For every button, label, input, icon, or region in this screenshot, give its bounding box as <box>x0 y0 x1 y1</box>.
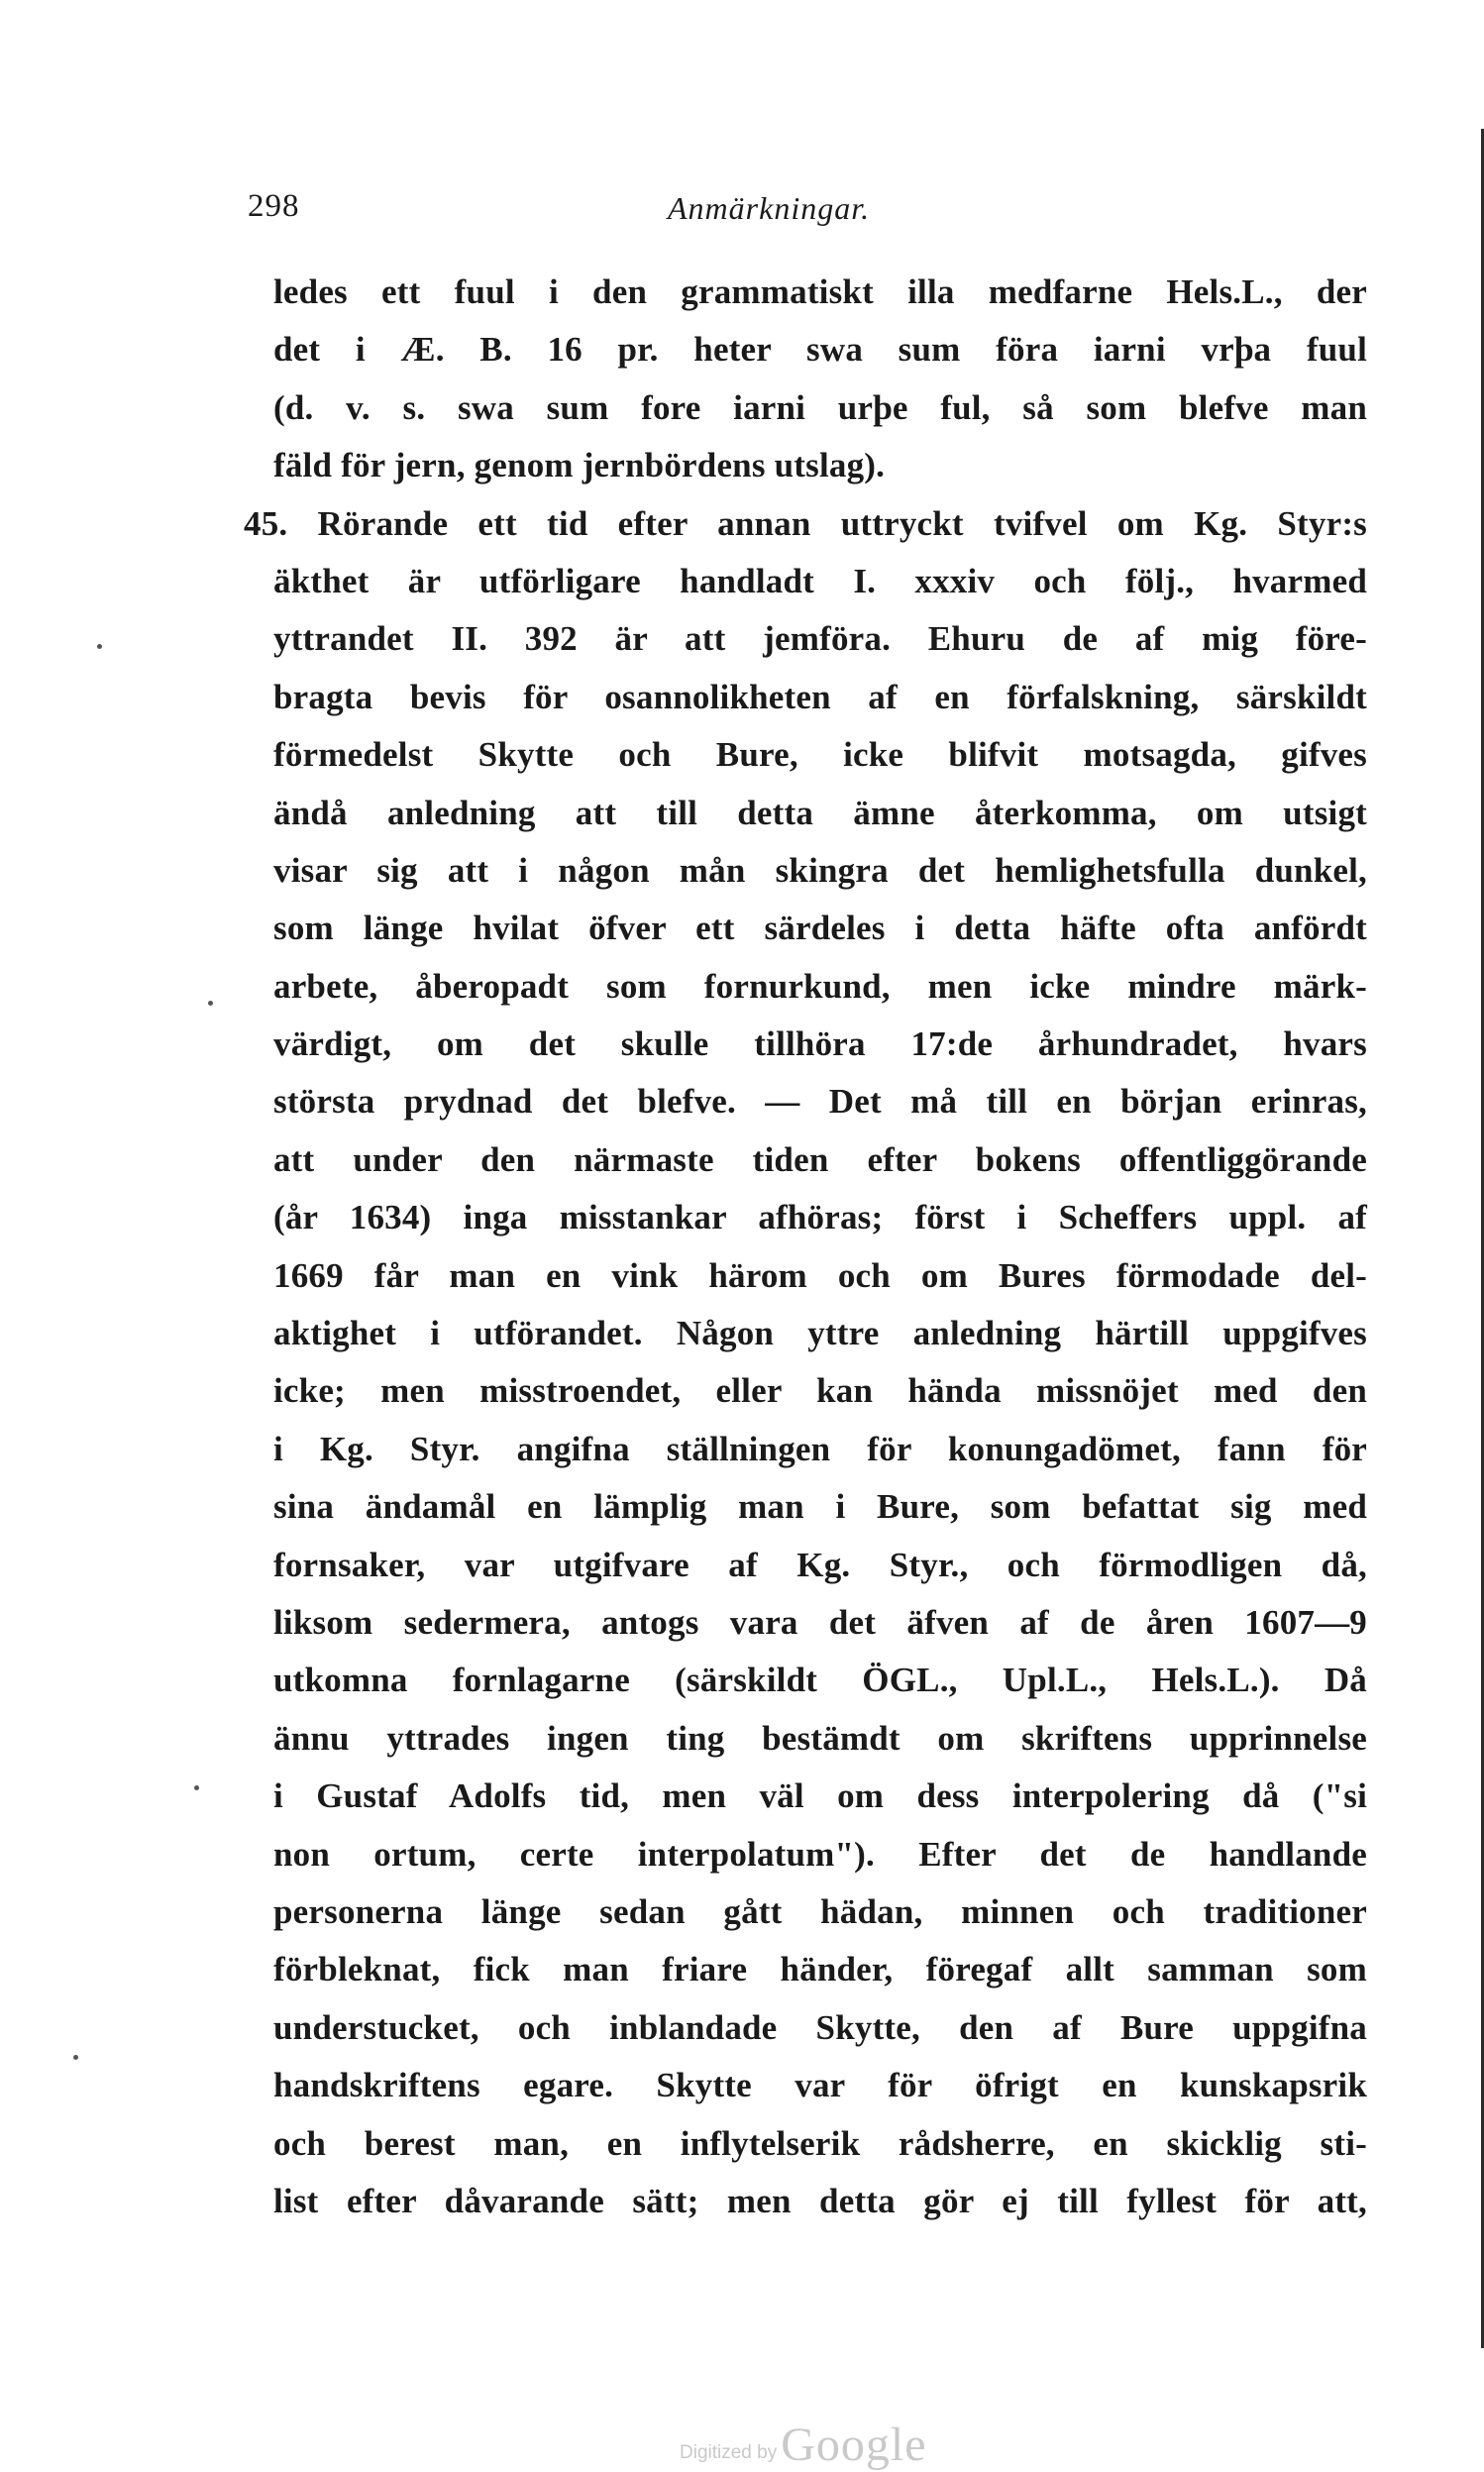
text-line: i Gustaf Adolfs tid, men väl om dess interpolering då ("si <box>273 1776 1367 1816</box>
text-line: och berest man, en inflytelserik rådsherre, en skicklig sti- <box>273 2123 1367 2163</box>
text-line: största prydnad det blefve. — Det må till en början erinras, <box>273 1082 1367 1122</box>
text-line: yttrandet II. 392 är att jemföra. Ehuru de af mig före- <box>273 619 1367 659</box>
google-wordmark: Google <box>781 2418 927 2471</box>
text-line: värdigt, om det skulle tillhöra 17:de århundradet, hvars <box>273 1024 1367 1064</box>
text-line: 45. Rörande ett tid efter annan uttryckt tvifvel om Kg. Styr:s <box>244 503 1367 543</box>
digitized-by-label: Digitized by <box>680 2442 778 2463</box>
text-line: icke; men misstroendet, eller kan hända missnöjet med den <box>273 1371 1367 1411</box>
text-line: visar sig att i någon mån skingra det hemlighetsfulla dunkel, <box>273 850 1367 890</box>
text-line: 1669 får man en vink härom och om Bures förmodade del- <box>273 1255 1367 1295</box>
text-line: som länge hvilat öfver ett särdeles i detta häfte ofta anfördt <box>273 909 1367 948</box>
text-line: (år 1634) inga misstankar afhöras; först i Scheffers uppl. af <box>273 1198 1367 1237</box>
text-line: ledes ett fuul i den grammatiskt illa medfarne Hels.L., der <box>273 272 1367 311</box>
scan-speck <box>194 1785 199 1790</box>
scan-speck <box>73 2055 78 2060</box>
text-line: att under den närmaste tiden efter bokens offentliggörande <box>273 1139 1367 1179</box>
body-text <box>244 264 1367 2230</box>
text-line: äkthet är utförligare handladt I. xxxiv och följ., hvarmed <box>273 561 1367 600</box>
digitized-by-google-watermark <box>680 2418 997 2471</box>
scan-speck <box>208 1001 213 1006</box>
text-line: fäld för jern, genom jernbördens utslag). <box>273 446 886 485</box>
running-head: Anmärkningar. <box>668 190 871 226</box>
text-line: utkomna fornlagarne (särskildt ÖGL., Upl.L., Hels.L.). Då <box>273 1661 1367 1700</box>
text-line: non ortum, certe interpolatum"). Efter det de handlande <box>273 1834 1367 1874</box>
scan-speck <box>97 644 102 649</box>
text-line: förbleknat, fick man friare händer, föregaf allt samman som <box>273 1950 1367 1989</box>
text-line: aktighet i utförandet. Någon yttre anledning härtill uppgifves <box>273 1314 1367 1353</box>
text-line: fornsaker, var utgifvare af Kg. Styr., och förmodligen då, <box>273 1545 1367 1584</box>
text-line: liksom sedermera, antogs vara det äfven af de åren 1607—9 <box>273 1602 1367 1642</box>
page-number: 298 <box>248 188 300 224</box>
text-line: list efter dåvarande sätt; men detta gör ej till fyllest för att, <box>273 2181 1367 2220</box>
text-line: personerna länge sedan gått hädan, minnen och traditioner <box>273 1891 1367 1931</box>
text-line: (d. v. s. swa sum fore iarni urþe ful, så som blefve man <box>273 387 1367 427</box>
text-line: förmedelst Skytte och Bure, icke blifvit motsagda, gifves <box>273 735 1367 775</box>
page-header <box>242 188 1381 238</box>
text-line: sina ändamål en lämplig man i Bure, som befattat sig med <box>273 1487 1367 1527</box>
text-line: understucket, och inblandade Skytte, den af Bure uppgifna <box>273 2007 1367 2047</box>
text-line: bragta bevis för osannolikheten af en förfalskning, särskildt <box>273 677 1367 716</box>
text-line: det i Æ. B. 16 pr. heter swa sum föra iarni vrþa fuul <box>273 330 1367 370</box>
text-line: handskriftens egare. Skytte var för öfrigt en kunskapsrik <box>273 2066 1367 2105</box>
text-line: ännu yttrades ingen ting bestämdt om skriftens upprinnelse <box>273 1718 1367 1758</box>
text-line: ändå anledning att till detta ämne återkomma, om utsigt <box>273 793 1367 832</box>
text-line: i Kg. Styr. angifna ställningen för konungadömet, fann för <box>273 1429 1367 1468</box>
text-line: arbete, åberopadt som fornurkund, men icke mindre märk- <box>273 966 1367 1006</box>
